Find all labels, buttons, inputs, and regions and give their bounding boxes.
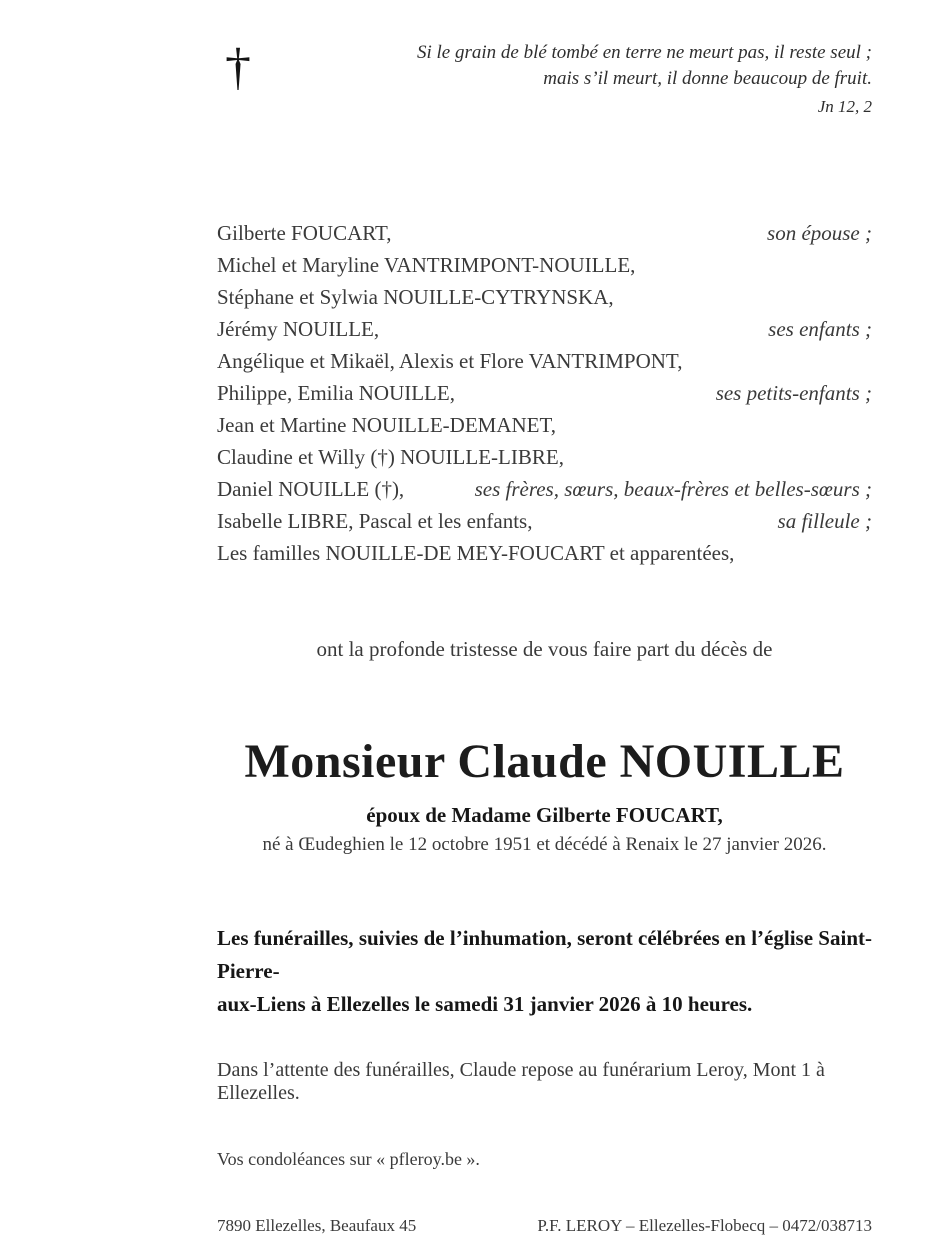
document-content [217,0,872,1236]
family-line [217,249,872,281]
family-names: Angélique et Mikaël, Alexis et Flore VANTRIMPONT, [217,349,683,373]
family-role: ses petits-enfants ; [715,381,872,405]
family-line [217,409,872,441]
quote-line-1: Si le grain de blé tombé en terre ne meurt pas, il reste seul ; [416,42,872,63]
family-names: Philippe, Emilia NOUILLE, [217,381,455,405]
cross-icon: † [225,39,251,96]
family-role: son épouse ; [767,221,872,245]
family-line [217,537,872,569]
scripture-quote [217,40,872,120]
footer-funeral-home: P.F. LEROY – Ellezelles-Flobecq – 0472/038713 [537,1216,872,1235]
family-names: Isabelle LIBRE, Pascal et les enfants, [217,509,533,533]
document-header [217,0,872,165]
family-names: Stéphane et Sylwia NOUILLE-CYTRYNSKA, [217,285,614,309]
family-line [217,217,872,249]
family-names: Claudine et Willy (†) NOUILLE-LIBRE, [217,445,564,469]
spouse-line: époux de Madame Gilberte FOUCART, [366,803,723,827]
family-line [217,377,872,409]
condolences-line: Vos condoléances sur « pfleroy.be ». [217,1149,480,1169]
family-role: ses frères, sœurs, beaux-frères et belles-sœurs ; [474,477,872,501]
quote-line-2: mais s’il meurt, il donne beaucoup de fruit. [543,68,872,89]
family-line [217,473,872,505]
family-line [217,313,872,345]
footer-address: 7890 Ellezelles, Beaufaux 45 [217,1216,417,1235]
family-names: Michel et Maryline VANTRIMPONT-NOUILLE, [217,253,636,277]
family-line [217,505,872,537]
funeral-line-1: Les funérailles, suivies de l’inhumation, seront célébrées en l’église Saint-Pierre- [217,926,872,983]
family-line [217,441,872,473]
family-names: Jérémy NOUILLE, [217,317,380,341]
quote-reference: Jn 12, 2 [817,97,872,116]
birth-death-line: né à Œudeghien le 12 octobre 1951 et décédé à Renaix le 27 janvier 2026. [262,834,827,855]
funeral-announcement [217,922,872,1021]
family-names: Daniel NOUILLE (†), [217,477,405,501]
funeral-line-2: aux-Liens à Ellezelles le samedi 31 janvier 2026 à 10 heures. [217,992,753,1016]
family-names: Les familles NOUILLE-DE MEY-FOUCART et apparentées, [217,541,735,565]
announcement-intro: ont la profonde tristesse de vous faire part du décès de [316,637,773,661]
document-footer [217,1216,872,1236]
family-line [217,281,872,313]
family-list [217,217,872,569]
family-line [217,345,872,377]
deceased-name-title: Monsieur Claude NOUILLE [244,735,845,788]
family-role: sa filleule ; [777,509,872,533]
family-role: ses enfants ; [768,317,872,341]
repose-line: Dans l’attente des funérailles, Claude repose au funérarium Leroy, Mont 1 à Ellezelles. [217,1059,825,1104]
family-names: Gilberte FOUCART, [217,221,392,245]
family-names: Jean et Martine NOUILLE-DEMANET, [217,413,557,437]
